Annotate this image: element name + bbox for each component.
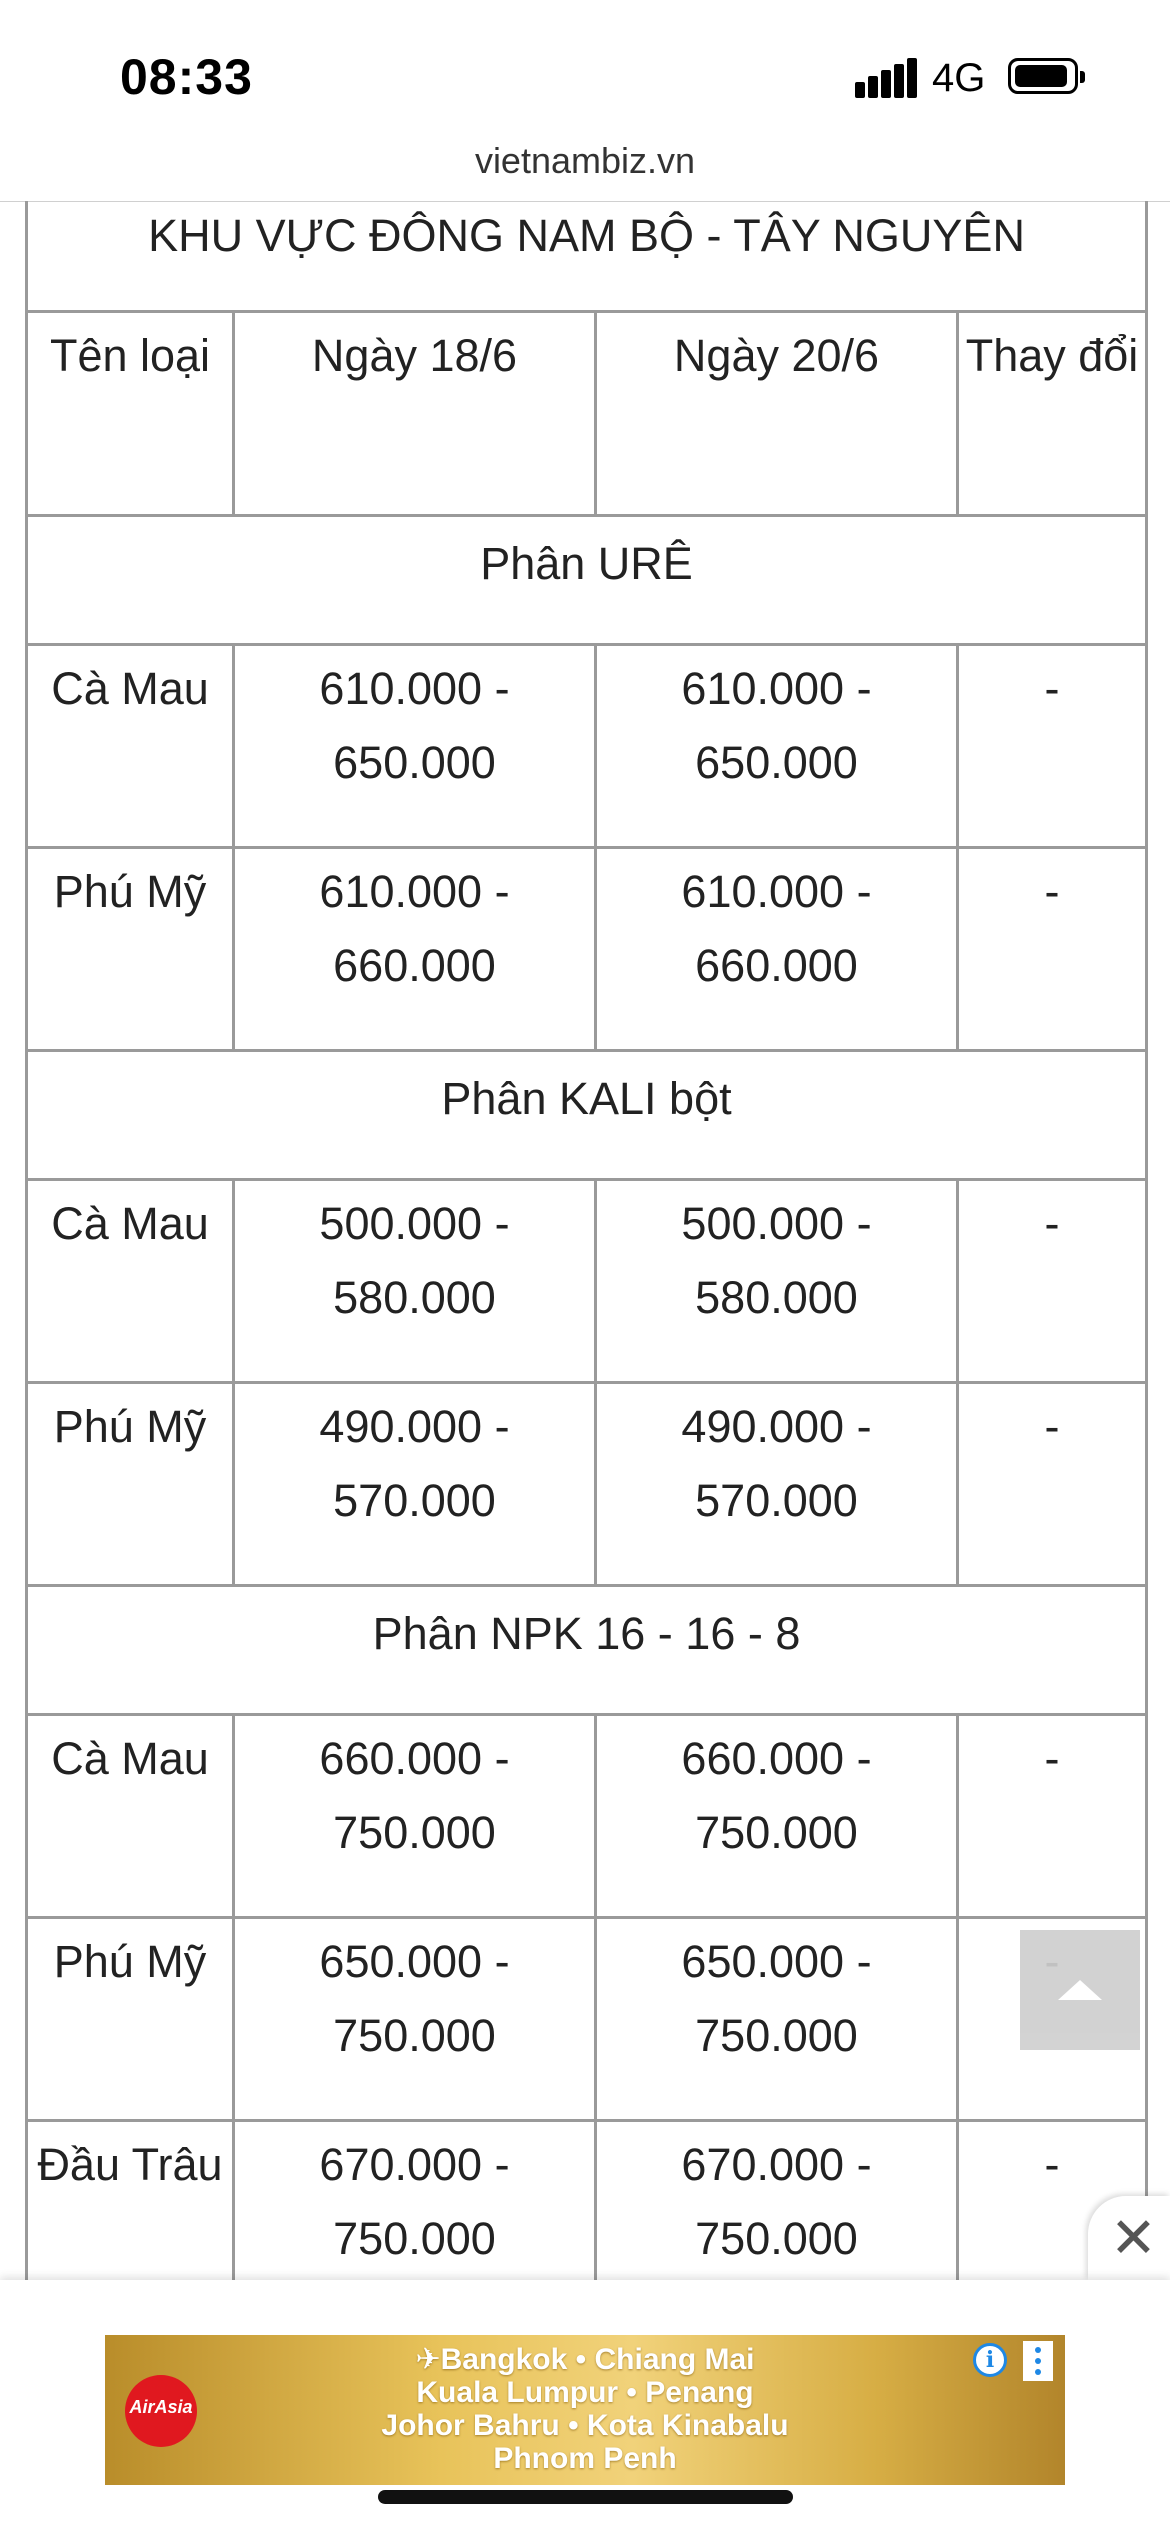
more-options-icon[interactable] — [1023, 2341, 1053, 2381]
header-date-2: Ngày 20/6 — [596, 311, 958, 515]
price-date-1: 500.000 - 580.000 — [234, 1179, 596, 1382]
close-icon: ✕ — [1110, 2206, 1157, 2269]
price-change: - — [958, 644, 1147, 847]
product-name: Phú Mỹ — [27, 847, 234, 1050]
battery-icon — [1008, 58, 1078, 94]
home-indicator[interactable] — [378, 2490, 793, 2504]
table-row — [27, 1714, 1147, 1917]
signal-icon — [855, 58, 917, 98]
table-row — [27, 847, 1147, 1050]
browser-url-bar[interactable] — [0, 135, 1170, 202]
ad-banner[interactable] — [105, 2335, 1065, 2485]
table-row — [27, 1917, 1147, 2120]
price-date-1: 610.000 - 660.000 — [234, 847, 596, 1050]
price-date-2: 490.000 - 570.000 — [596, 1382, 958, 1585]
status-time: 08:33 — [120, 49, 253, 105]
table-row — [27, 2120, 1147, 2281]
table-row — [27, 1179, 1147, 1382]
price-date-2: 500.000 - 580.000 — [596, 1179, 958, 1382]
price-change: - — [958, 1382, 1147, 1585]
price-change: - — [958, 2120, 1147, 2281]
ad-line: Kuala Lumpur • Penang — [416, 2376, 754, 2409]
ad-line: ✈Bangkok • Chiang Mai — [415, 2343, 755, 2376]
header-change: Thay đổi — [958, 311, 1147, 515]
table-row — [27, 644, 1147, 847]
region-title: KHU VỰC ĐÔNG NAM BỘ - TÂY NGUYÊN — [27, 201, 1147, 311]
price-date-2: 610.000 - 660.000 — [596, 847, 958, 1050]
price-date-1: 670.000 - 750.000 — [234, 2120, 596, 2281]
product-name: Phú Mỹ — [27, 1382, 234, 1585]
page-content[interactable] — [0, 201, 1170, 2281]
product-name: Cà Mau — [27, 1179, 234, 1382]
logo-text: AirAsia — [129, 2397, 193, 2417]
price-date-2: 650.000 - 750.000 — [596, 1917, 958, 2120]
price-date-2: 670.000 - 750.000 — [596, 2120, 958, 2281]
price-change: - — [958, 1179, 1147, 1382]
info-icon[interactable]: i — [973, 2343, 1007, 2377]
price-change: - — [958, 847, 1147, 1050]
price-date-1: 650.000 - 750.000 — [234, 1917, 596, 2120]
price-date-1: 610.000 - 650.000 — [234, 644, 596, 847]
price-date-1: 660.000 - 750.000 — [234, 1714, 596, 1917]
table-row — [27, 1382, 1147, 1585]
status-bar — [0, 0, 1170, 135]
header-name: Tên loại — [27, 311, 234, 515]
product-name: Cà Mau — [27, 1714, 234, 1917]
section-title: Phân KALI bột — [27, 1050, 1147, 1179]
price-change: - — [958, 1714, 1147, 1917]
product-name: Phú Mỹ — [27, 1917, 234, 2120]
section-title: Phân URÊ — [27, 515, 1147, 644]
ad-line: Johor Bahru • Kota Kinabalu — [381, 2409, 789, 2442]
price-date-1: 490.000 - 570.000 — [234, 1382, 596, 1585]
price-date-2: 610.000 - 650.000 — [596, 644, 958, 847]
price-date-2: 660.000 - 750.000 — [596, 1714, 958, 1917]
ad-line: Phnom Penh — [493, 2442, 677, 2475]
ad-destinations — [305, 2343, 865, 2475]
scroll-to-top-button[interactable] — [1020, 1930, 1140, 2050]
airasia-logo — [125, 2375, 197, 2447]
network-type: 4G — [932, 56, 986, 100]
header-date-1: Ngày 18/6 — [234, 311, 596, 515]
section-title: Phân NPK 16 - 16 - 8 — [27, 1585, 1147, 1714]
ad-close-button[interactable] — [1088, 2196, 1170, 2280]
url-text[interactable]: vietnambiz.vn — [474, 140, 696, 181]
arrow-up-icon — [1058, 1980, 1102, 2000]
fertilizer-price-table — [25, 201, 1148, 2281]
product-name: Cà Mau — [27, 644, 234, 847]
product-name: Đầu Trâu — [27, 2120, 234, 2281]
